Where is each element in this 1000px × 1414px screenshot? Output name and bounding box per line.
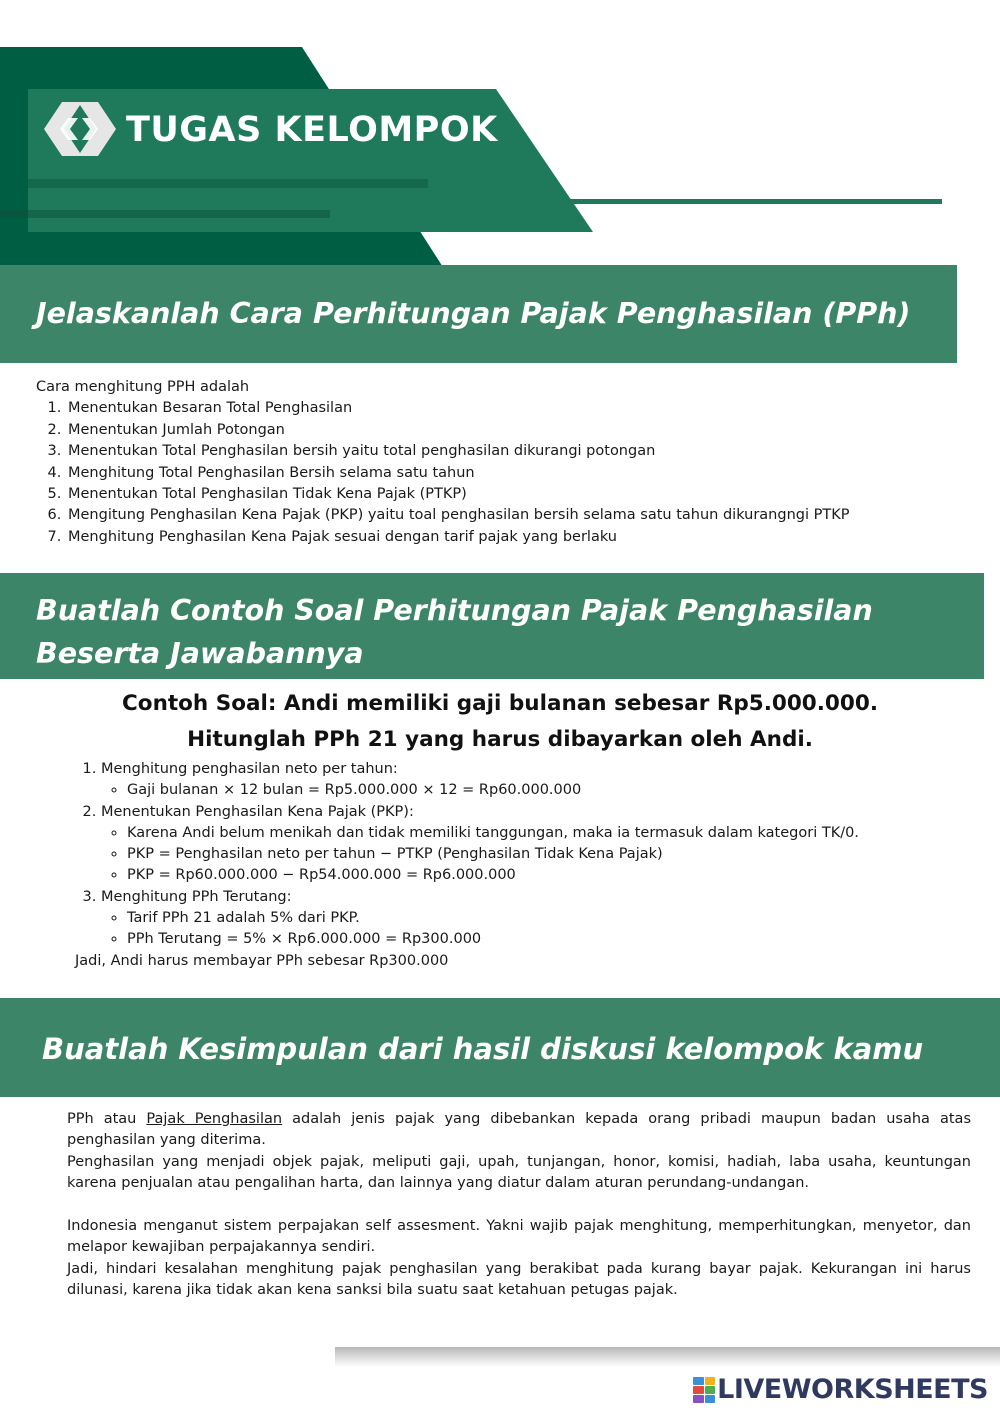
list-item: 6. Mengitung Penghasilan Kena Pajak (PKP) yaitu toal penghasilan bersih selama satu tahun dikurangngi PTKP (66, 505, 976, 526)
section1-body (36, 377, 976, 548)
conclusion-paragraph: Indonesia menganut sistem perpajakan self assesment. Yakni wajib pajak menghitung, memperhitungkan, menyetor, dan melapor kewajiban perpajakannya sendiri. (67, 1218, 971, 1256)
list-item: ◦ PKP = Rp60.000.000 − Rp54.000.000 = Rp6.000.000 (127, 865, 975, 886)
pajak-penghasilan-link[interactable]: Pajak Penghasilan (146, 1111, 283, 1127)
diamond-logo-icon (40, 100, 118, 158)
section2-banner (0, 573, 984, 679)
example-question (60, 686, 940, 758)
list-item: ◦ Tarif PPh 21 adalah 5% dari PKP. (127, 908, 975, 929)
paragraph-text: adalah jenis pajak yang dibebankan kepada orang pribadi maupun badan usaha atas penghasilan yang diterima. (67, 1111, 971, 1149)
section1-steps (36, 398, 976, 548)
paragraph-spacer (67, 1195, 971, 1216)
list-item: 5. Menentukan Total Penghasilan Tidak Kena Pajak (PTKP) (66, 484, 976, 505)
list-item (101, 802, 975, 887)
section1-banner (0, 265, 957, 363)
conclusion-paragraph: Penghasilan yang menjadi objek pajak, meliputi gaji, upah, tunjangan, honor, komisi, hadiah, laba usaha, keuntungan karena penjualan atau pengalihan harta, dan lainnya yang diatur dalam aturan perundang-undangan. (67, 1153, 971, 1192)
list-item: 7. Menghitung Penghasilan Kena Pajak sesuai dengan tarif pajak yang berlaku (66, 527, 976, 548)
paragraph-text: PPh atau (67, 1111, 147, 1127)
step-title: Menentukan Penghasilan Kena Pajak (PKP): (101, 803, 414, 820)
section3-heading: Buatlah Kesimpulan dari hasil diskusi kelompok kamu (42, 1032, 924, 1066)
list-item: 4. Menghitung Total Penghasilan Bersih selama satu tahun (66, 463, 976, 484)
liveworksheets-icon (693, 1377, 715, 1403)
liveworksheets-logo (693, 1374, 988, 1405)
conclusion-paragraph: Jadi, hindari kesalahan menghitung pajak penghasilan yang berakibat pada kurang bayar pajak. Kekurangan ini harus dilunasi, karena jika tidak akan kena sanksi bila suatu saat ketahuan petugas pajak. (67, 1260, 971, 1299)
list-item: ◦ Karena Andi belum menikah dan tidak memiliki tanggungan, maka ia termasuk dalam kategori TK/0. (127, 823, 975, 844)
list-item: 1. Menentukan Besaran Total Penghasilan (66, 398, 976, 419)
section1-intro: Cara menghitung PPH adalah (36, 379, 250, 395)
footer-shadow (335, 1347, 1000, 1367)
list-item (101, 887, 975, 951)
step-title: Menghitung PPh Terutang: (101, 888, 292, 905)
conclusion-body (67, 1109, 971, 1302)
question-line: Hitunglah PPh 21 yang harus dibayarkan oleh Andi. (187, 727, 813, 752)
list-item: ◦ Gaji bulanan × 12 bulan = Rp5.000.000 × 12 = Rp60.000.000 (127, 780, 975, 801)
solution-steps (75, 759, 975, 951)
section3-banner (0, 998, 1000, 1097)
list-item: 2. Menentukan Jumlah Potongan (66, 420, 976, 441)
question-line: Contoh Soal: Andi memiliki gaji bulanan sebesar Rp5.000.000. (122, 691, 878, 716)
liveworksheets-brand: LIVEWORKSHEETS (717, 1374, 988, 1405)
list-item: ◦ PKP = Penghasilan neto per tahun − PTKP (Penghasilan Tidak Kena Pajak) (127, 844, 975, 865)
section2-heading: Buatlah Contoh Soal Perhitungan Pajak Penghasilan Beserta Jawabannya (36, 594, 873, 670)
conclusion-paragraph (67, 1109, 971, 1152)
list-item: ◦ PPh Terutang = 5% × Rp6.000.000 = Rp300.000 (127, 929, 975, 950)
list-item: 3. Menentukan Total Penghasilan bersih yaitu total penghasilan dikurangi potongan (66, 441, 976, 462)
step-title: Menghitung penghasilan neto per tahun: (101, 761, 398, 777)
solution-conclusion: Jadi, Andi harus membayar PPh sebesar Rp300.000 (75, 952, 449, 969)
page-title: TUGAS KELOMPOK (126, 110, 498, 150)
list-item (101, 759, 975, 802)
section1-heading: Jelaskanlah Cara Perhitungan Pajak Penghasilan (PPh) (36, 297, 911, 330)
solution-body (75, 759, 975, 972)
